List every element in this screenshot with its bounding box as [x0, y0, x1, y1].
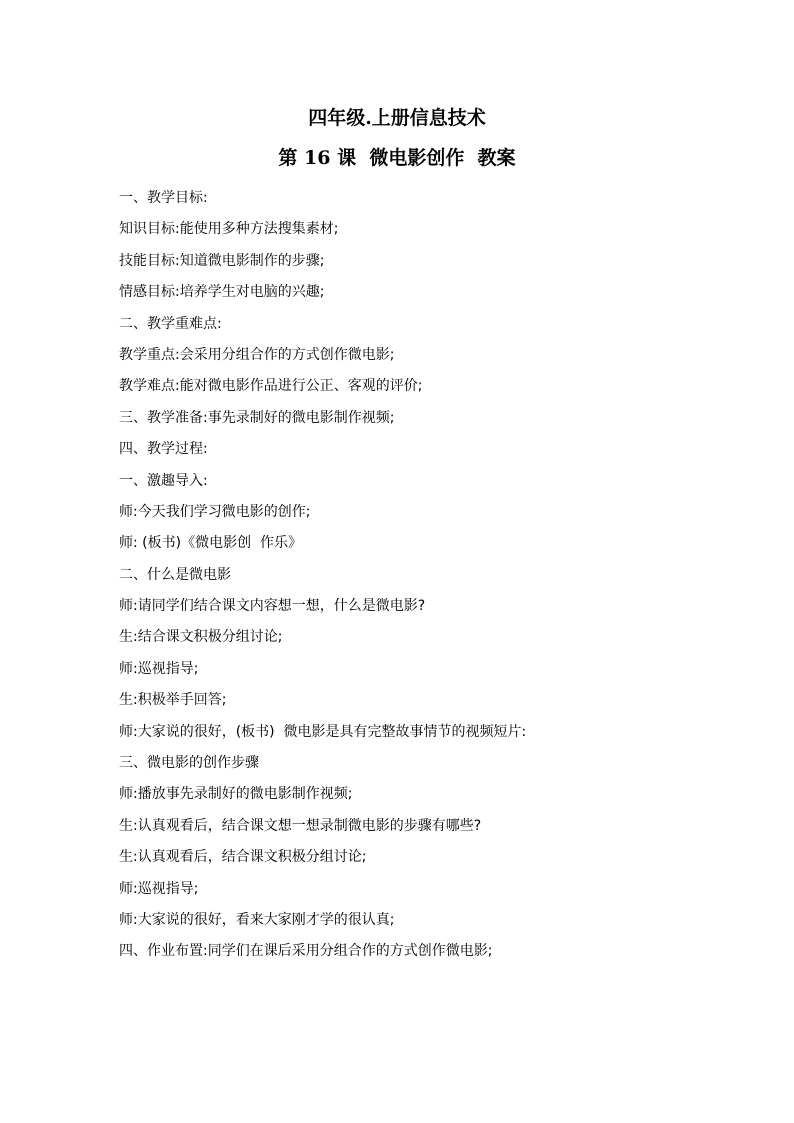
paragraph-line: 师:播放事先录制好的微电影制作视频;: [119, 786, 353, 803]
paragraph-line: 生:积极举手回答;: [119, 692, 227, 709]
paragraph-line: 师:今天我们学习微电影的创作;: [119, 503, 311, 520]
subsection-heading: 二、什么是微电影: [119, 566, 231, 583]
paragraph-line: 情感目标:培养学生对电脑的兴趣;: [119, 284, 325, 301]
section-heading-homework: 四、作业布置:同学们在课后采用分组合作的方式创作微电影;: [119, 943, 493, 960]
paragraph-line: 师:巡视指导;: [119, 660, 199, 677]
paragraph-line: 知识目标:能使用多种方法搜集素材;: [119, 221, 339, 238]
lesson-title: 第 16 课 微电影创作 教案: [278, 147, 516, 169]
section-heading-process: 四、教学过程:: [119, 441, 208, 458]
paragraph-line: 生:认真观看后，结合课文想一想录制微电影的步骤有哪些?: [119, 817, 482, 834]
paragraph-line: 师:巡视指导;: [119, 880, 199, 897]
paragraph-line: 教学重点:会采用分组合作的方式创作微电影;: [119, 346, 395, 363]
subsection-heading: 三、微电影的创作步骤: [119, 755, 259, 772]
paragraph-line: 师: (板书)《微电影创 作乐》: [119, 535, 302, 552]
subsection-heading: 一、激趣导入:: [119, 472, 208, 489]
paragraph-line: 教学难点:能对微电影作品进行公正、客观的评价;: [119, 378, 423, 395]
document-title: 四年级.上册信息技术: [308, 107, 486, 129]
paragraph-line: 师:大家说的很好，看来大家刚才学的很认真;: [119, 911, 395, 928]
section-heading-key-points: 二、教学重难点:: [119, 315, 222, 332]
section-heading-objectives: 一、教学目标:: [119, 190, 208, 206]
paragraph-line: 生:结合课文积极分组讨论;: [119, 629, 283, 646]
paragraph-line: 师:请同学们结合课文内容想一想，什么是微电影?: [119, 598, 426, 615]
document-body: [119, 183, 759, 968]
paragraph-line: 生:认真观看后，结合课文积极分组讨论;: [119, 849, 367, 866]
paragraph-line: 技能目标:知道微电影制作的步骤;: [119, 252, 325, 269]
section-heading-preparation: 三、教学准备:事先录制好的微电影制作视频;: [119, 409, 395, 426]
paragraph-line: 师:大家说的很好，(板书) 微电影是具有完整故事情节的视频短片:: [119, 723, 527, 740]
